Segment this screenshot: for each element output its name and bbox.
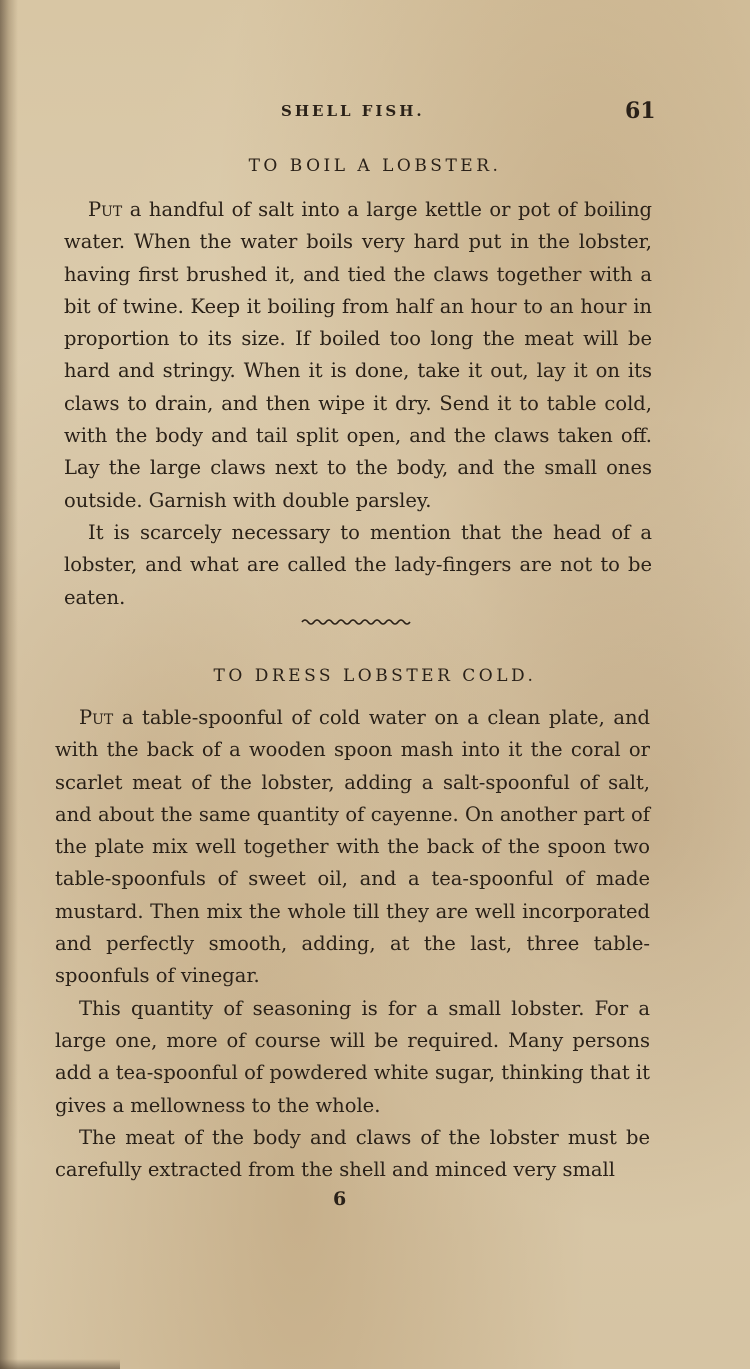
paragraph-text: a table-spoonful of cold water on a clean plate, and with the back of a wooden spoon mash into it the coral or scarlet meat of the lobster, adding a salt-spoonful of salt, and about the same quantity of cayenne. On another part of the plate mix well together with the back of the spoon two table-spoonfuls of sweet oil, and a tea-spoonful of made mustard. Then mix the whole till they are well incorporated and perfectly smooth, adding, at the last, three table-spoonfuls of vinegar.	[55, 706, 650, 988]
page-edge	[0, 1359, 120, 1369]
section-heading-boil-lobster: TO BOIL A LOBSTER.	[248, 156, 502, 176]
paragraph-text: This quantity of seasoning is for a small lobster. For a large one, more of course will be required. Many persons add a tea-spoonful of powdered white sugar, thinking that it gives a mellowness to the whole.	[55, 996, 650, 1117]
running-head	[0, 98, 750, 128]
paragraph	[64, 194, 652, 517]
section-body-boil-lobster	[64, 194, 652, 614]
ornamental-divider	[300, 618, 412, 626]
paragraph	[55, 702, 650, 993]
paragraph-text: It is scarcely necessary to mention that the head of a lobster, and what are called the lady-fingers are not to be eaten.	[64, 520, 652, 609]
paragraph-lead: Put	[88, 198, 123, 221]
paragraph-text: The meat of the body and claws of the lobster must be carefully extracted from the shell and minced very small	[55, 1125, 650, 1182]
signature-mark: 6	[333, 1188, 347, 1210]
running-title: SHELL FISH.	[281, 102, 425, 120]
paragraph	[64, 517, 652, 614]
paragraph-text: a handful of salt into a large kettle or pot of boiling water. When the water boils very hard put in the lobster, having first brushed it, and tied the claws together with a bit of twine. Keep it boiling from half an hour to an hour in proportion to its size. If boiled too long the meat will be hard and stringy. When it is done, take it out, lay it on its claws to drain, and then wipe it dry. Send it to table cold, with the body and tail split open, and the claws taken off. Lay the large claws next to the body, and the small ones outside. Garnish with double parsley.	[64, 198, 652, 512]
section-heading-dress-lobster: TO DRESS LOBSTER COLD.	[213, 666, 537, 686]
paragraph	[55, 1122, 650, 1187]
paragraph	[55, 993, 650, 1122]
paragraph-lead: Put	[79, 706, 114, 729]
section-body-dress-lobster	[55, 702, 650, 1186]
page-number: 61	[625, 98, 656, 124]
